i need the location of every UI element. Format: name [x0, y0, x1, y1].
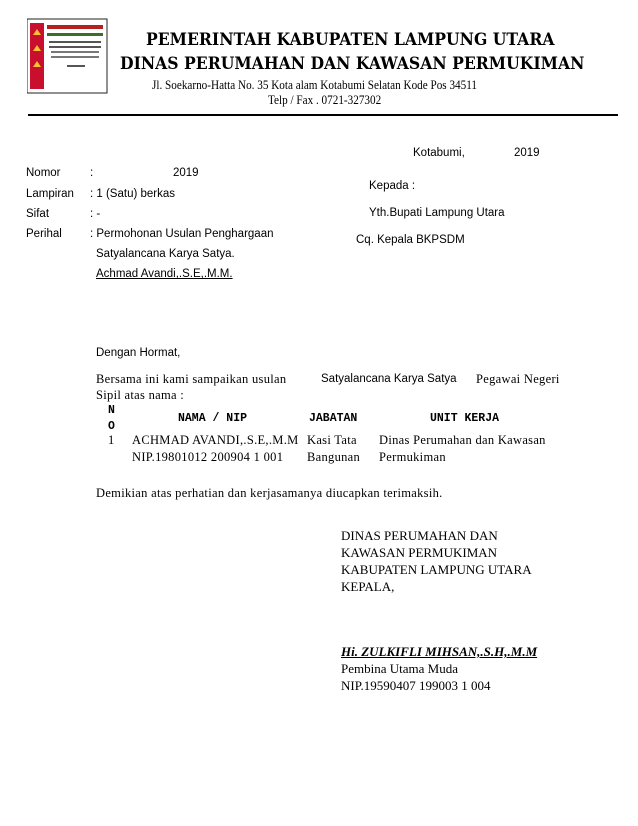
row-unit-2: Permukiman — [379, 450, 446, 464]
row-nama: ACHMAD AVANDI,.S.E,.M.M — [132, 433, 299, 447]
signature-rank: Pembina Utama Muda — [341, 661, 458, 676]
nomor-value: 2019 — [173, 167, 199, 179]
header-agency-title: DINAS PERUMAHAN DAN KAWASAN PERMUKIMAN — [120, 54, 585, 74]
lampiran-label: Lampiran — [26, 188, 74, 200]
header-divider — [28, 114, 618, 116]
signature-org-1: DINAS PERUMAHAN DAN — [341, 528, 498, 543]
signature-org-3: KABUPATEN LAMPUNG UTARA — [341, 562, 532, 577]
row-unit-1: Dinas Perumahan dan Kawasan — [379, 433, 546, 447]
row-jabatan-2: Bangunan — [307, 450, 361, 464]
perihal-label: Perihal — [26, 228, 62, 240]
nomor-label: Nomor — [26, 167, 61, 179]
table-header-unit: UNIT KERJA — [430, 412, 500, 425]
sifat-label: Sifat — [26, 208, 50, 220]
signature-org-4: KEPALA, — [341, 579, 395, 594]
perihal-line-3: Achmad Avandi,.S.E,.M.M. — [96, 268, 233, 280]
recipient-to: Yth.Bupati Lampung Utara — [369, 207, 505, 219]
header-government-title: PEMERINTAH KABUPATEN LAMPUNG UTARA — [146, 30, 555, 50]
greeting: Dengan Hormat, — [96, 347, 181, 359]
table-header-no-bottom: O — [108, 420, 115, 433]
signature-nip: NIP.19590407 199003 1 004 — [341, 678, 491, 693]
row-no: 1 — [108, 433, 115, 447]
signature-org-2: KAWASAN PERMUKIMAN — [341, 545, 498, 560]
perihal-value: : Permohonan Usulan Penghargaan — [90, 228, 274, 240]
table-header-no-top: N — [108, 404, 115, 417]
intro-part-b: Satyalancana Karya Satya — [321, 373, 457, 385]
intro-part-a: Bersama ini kami sampaikan usulan — [96, 372, 287, 386]
letter-year: 2019 — [514, 147, 540, 159]
table-header-jabatan: JABATAN — [309, 412, 358, 425]
regency-emblem-icon — [27, 15, 109, 95]
lampiran-value: : 1 (Satu) berkas — [90, 188, 176, 200]
signature-name: Hi. ZULKIFLI MIHSAN,.S.H,.M.M — [341, 644, 538, 659]
perihal-line-2: Satyalancana Karya Satya. — [96, 248, 235, 260]
row-nip: NIP.19801012 200904 1 001 — [132, 450, 284, 464]
intro-line-2: Sipil atas nama : — [96, 388, 185, 402]
intro-part-c: Pegawai Negeri — [476, 372, 560, 386]
header-phone: Telp / Fax . 0721-327302 — [268, 92, 382, 107]
header-address: Jl. Soekarno-Hatta No. 35 Kota alam Kotabumi Selatan Kode Pos 34511 — [152, 77, 477, 92]
closing-text: Demikian atas perhatian dan kerjasamanya diucapkan terimaksih. — [96, 486, 443, 500]
recipient-cq: Cq. Kepala BKPSDM — [356, 234, 465, 246]
sifat-value: : - — [90, 208, 101, 220]
nomor-colon: : — [90, 167, 94, 179]
row-jabatan-1: Kasi Tata — [307, 433, 357, 447]
table-header-nama: NAMA / NIP — [178, 412, 248, 425]
letter-city: Kotabumi, — [413, 147, 465, 159]
recipient-kepada: Kepada : — [369, 180, 416, 192]
